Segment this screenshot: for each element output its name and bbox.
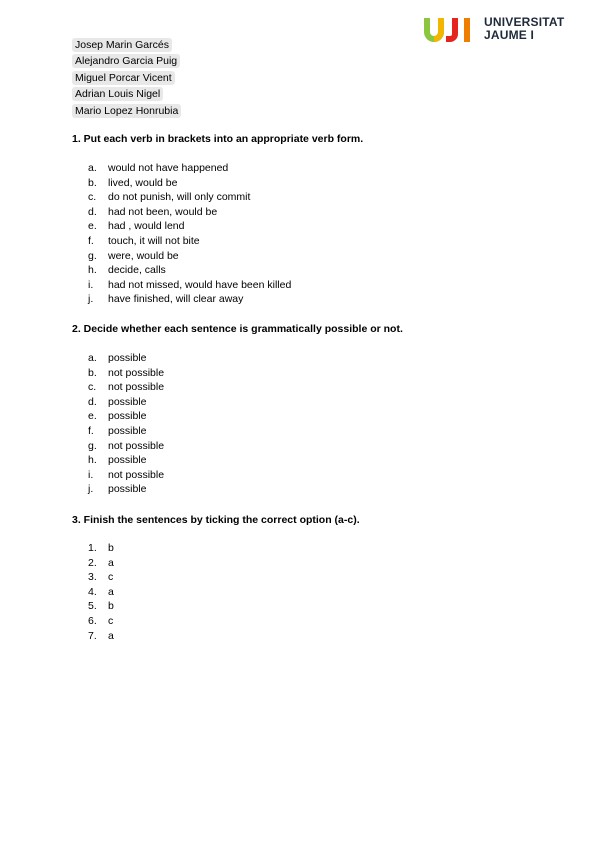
answer-marker: 3. xyxy=(88,571,97,584)
answer-item xyxy=(88,468,164,483)
answer-marker: j. xyxy=(88,293,94,306)
answer-marker: 2. xyxy=(88,556,97,569)
answer-text: c xyxy=(108,614,114,627)
logo-line-2: JAUME I xyxy=(484,28,535,42)
answer-list xyxy=(88,351,164,497)
answer-item xyxy=(88,366,164,381)
answer-text: possible xyxy=(108,395,147,408)
answer-marker: g. xyxy=(88,439,97,452)
answer-marker: h. xyxy=(88,454,97,467)
answer-marker: c. xyxy=(88,381,97,394)
answer-item xyxy=(88,585,114,600)
answer-list xyxy=(88,161,291,307)
answer-marker: b. xyxy=(88,176,97,189)
section-1 xyxy=(72,132,364,306)
answer-text: c xyxy=(108,571,114,584)
answer-item xyxy=(88,292,291,307)
author-item xyxy=(72,69,181,85)
answer-marker: g. xyxy=(88,249,97,262)
answer-item xyxy=(88,424,164,439)
answer-marker: b. xyxy=(88,366,97,379)
section-title: 2. Decide whether each sentence is grammatically possible or not. xyxy=(72,323,403,335)
answer-text: decide, calls xyxy=(108,264,166,277)
author-name: Miguel Porcar Vicent xyxy=(72,71,175,85)
answer-item xyxy=(88,219,291,234)
answer-item xyxy=(88,409,164,424)
answer-text: do not punish, will only commit xyxy=(108,191,251,204)
answer-item xyxy=(88,453,164,468)
answer-text: possible xyxy=(108,424,147,437)
answer-text: a xyxy=(108,629,114,642)
answer-marker: i. xyxy=(88,468,94,481)
answer-text: had , would lend xyxy=(108,220,185,233)
answer-text: a xyxy=(108,585,114,598)
answer-item xyxy=(88,570,114,585)
answer-marker: e. xyxy=(88,410,97,423)
author-name: Adrian Louis Nigel xyxy=(72,87,163,101)
answer-item xyxy=(88,205,291,220)
answer-text: would not have happened xyxy=(108,162,229,174)
answer-text: possible xyxy=(108,483,147,496)
answer-marker: a. xyxy=(88,162,97,174)
author-item xyxy=(72,102,181,118)
answer-item xyxy=(88,395,164,410)
answer-item xyxy=(88,234,291,249)
answer-item xyxy=(88,599,114,614)
answer-text: b xyxy=(108,600,114,613)
answer-item xyxy=(88,161,291,176)
answer-item xyxy=(88,190,291,205)
answer-marker: c. xyxy=(88,191,97,204)
author-item xyxy=(72,36,181,52)
answer-text: not possible xyxy=(108,381,165,394)
answer-marker: e. xyxy=(88,220,97,233)
answer-text: possible xyxy=(108,410,147,423)
answer-marker: f. xyxy=(88,234,94,247)
answer-marker: h. xyxy=(88,264,97,277)
answer-text: had not missed, would have been killed xyxy=(108,278,292,291)
author-item xyxy=(72,52,181,68)
answer-marker: 7. xyxy=(88,629,97,642)
answer-text: had not been, would be xyxy=(108,205,218,218)
author-item xyxy=(72,85,181,101)
answer-text: lived, would be xyxy=(108,176,178,189)
logo-text xyxy=(484,16,564,42)
answer-item xyxy=(88,629,114,644)
answer-marker: i. xyxy=(88,278,94,291)
answer-item xyxy=(88,556,114,571)
answer-item xyxy=(88,278,291,293)
section-title: 1. Put each verb in brackets into an appropriate verb form. xyxy=(72,133,364,145)
answer-text: were, would be xyxy=(108,249,179,262)
answer-text: touch, it will not bite xyxy=(108,234,200,247)
answer-marker: f. xyxy=(88,424,94,437)
author-name: Alejandro Garcia Puig xyxy=(72,54,180,68)
logo-line-1: UNIVERSITAT xyxy=(484,15,565,29)
answer-marker: a. xyxy=(88,352,97,364)
answer-marker: d. xyxy=(88,205,97,218)
answer-item xyxy=(88,541,114,556)
answer-text: possible xyxy=(108,454,147,467)
answer-marker: 6. xyxy=(88,614,97,627)
section-2 xyxy=(72,322,403,496)
answer-marker: 4. xyxy=(88,585,97,598)
answer-list xyxy=(88,541,114,643)
answer-text: not possible xyxy=(108,439,165,452)
answer-marker: 1. xyxy=(88,542,97,554)
answer-text: possible xyxy=(108,352,147,364)
university-logo xyxy=(424,16,574,44)
section-title: 3. Finish the sentences by ticking the correct option (a-c). xyxy=(72,514,360,526)
answer-item xyxy=(88,351,164,366)
answer-text: not possible xyxy=(108,366,165,379)
answer-marker: 5. xyxy=(88,600,97,613)
author-name: Mario Lopez Honrubia xyxy=(72,104,181,118)
answer-item xyxy=(88,249,291,264)
answer-text: have finished, will clear away xyxy=(108,293,244,306)
author-list xyxy=(72,36,181,118)
answer-marker: d. xyxy=(88,395,97,408)
answer-item xyxy=(88,439,164,454)
answer-item xyxy=(88,380,164,395)
answer-text: a xyxy=(108,556,114,569)
answer-marker: j. xyxy=(88,483,94,496)
answer-item xyxy=(88,263,291,278)
uji-logo-icon xyxy=(424,18,478,42)
answer-text: b xyxy=(108,542,114,554)
answer-item xyxy=(88,176,291,191)
answer-item xyxy=(88,614,114,629)
author-name: Josep Marin Garcés xyxy=(72,38,172,52)
answer-item xyxy=(88,482,164,497)
answer-text: not possible xyxy=(108,468,165,481)
section-3 xyxy=(72,513,360,642)
